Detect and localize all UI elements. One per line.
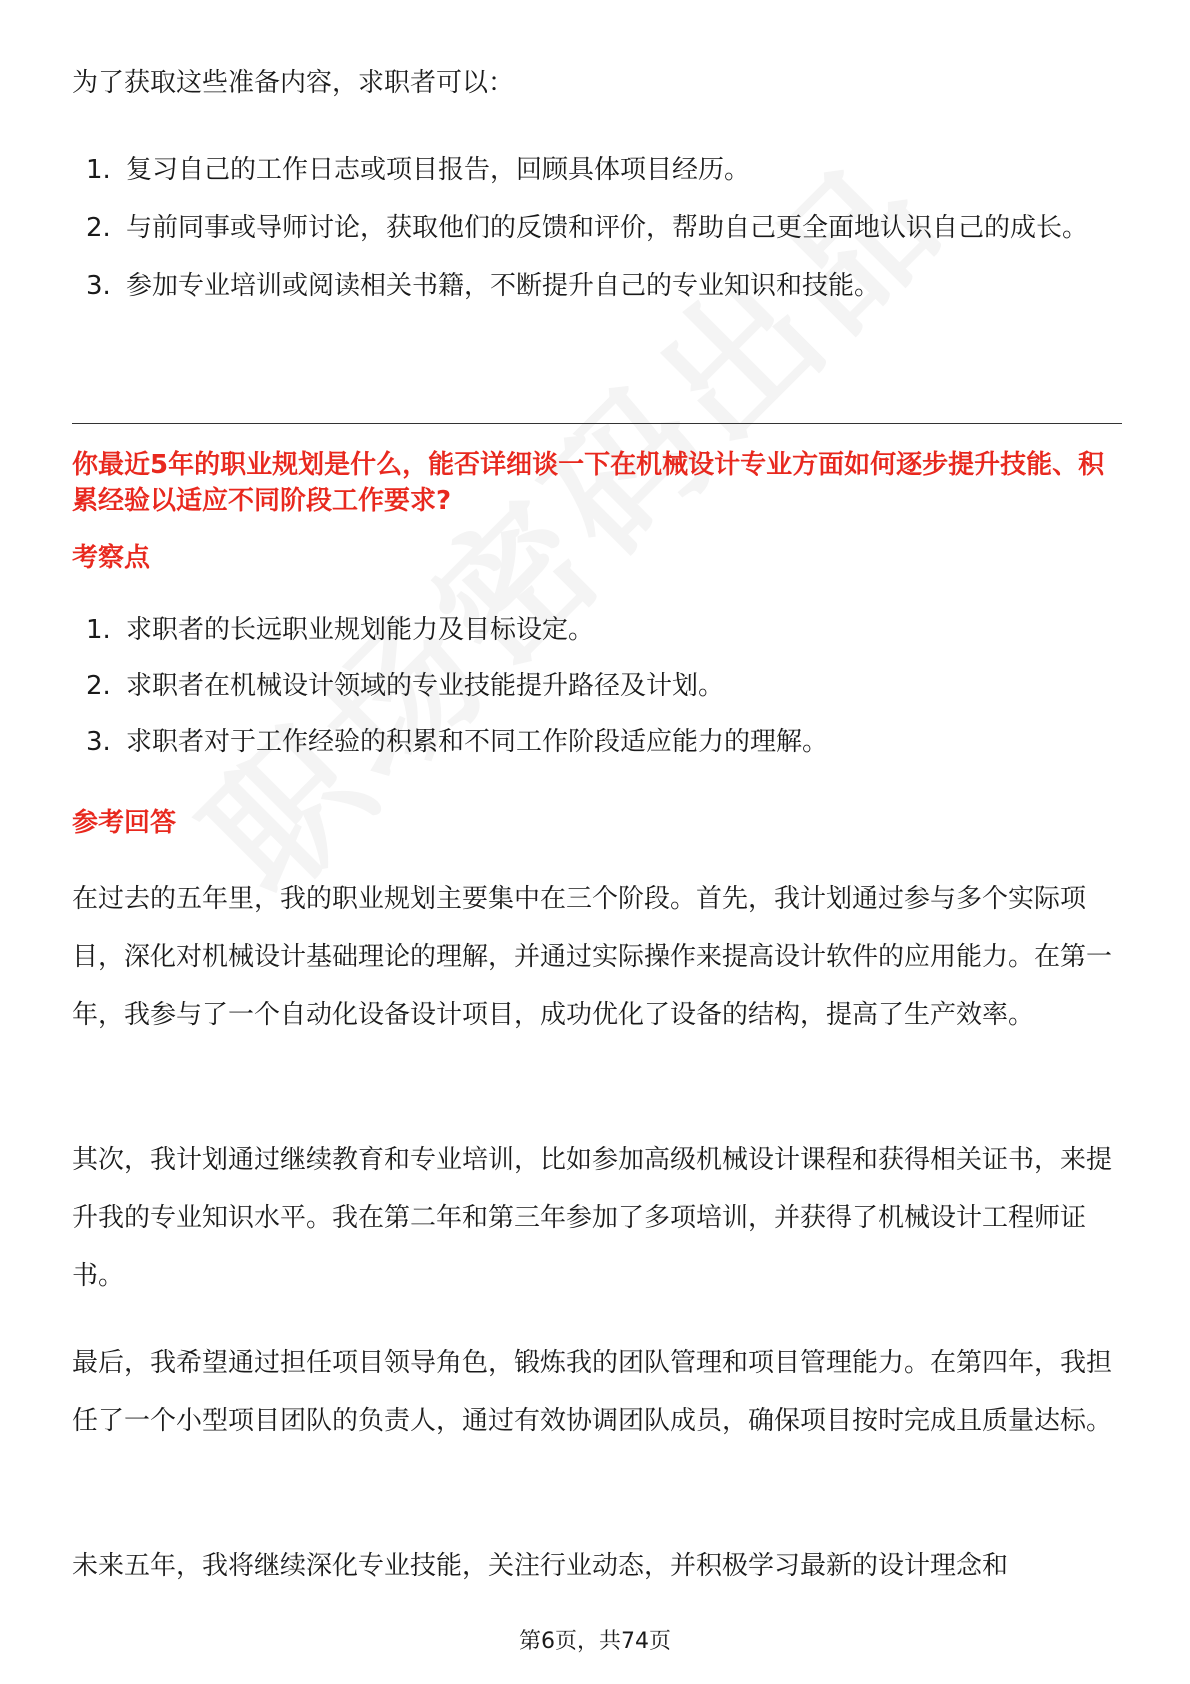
list-number: 3. xyxy=(86,271,111,301)
list-item xyxy=(72,141,1122,199)
list-text: 与前同事或导师讨论，获取他们的反馈和评价，帮助自己更全面地认识自己的成长。 xyxy=(126,213,1089,243)
answer-paragraph: 其次，我计划通过继续教育和专业培训，比如参加高级机械设计课程和获得相关证书，来提升我的专业知识水平。我在第二年和第三年参加了多项培训，并获得了机械设计工程师证书。 xyxy=(72,1145,1113,1291)
list-text: 求职者对于工作经验的积累和不同工作阶段适应能力的理解。 xyxy=(126,727,829,757)
section-divider xyxy=(72,423,1122,424)
list-item xyxy=(72,199,1122,257)
list-number: 2. xyxy=(86,213,111,243)
list-text: 求职者在机械设计领域的专业技能提升路径及计划。 xyxy=(126,671,725,701)
answer-paragraph: 最后，我希望通过担任项目领导角色，锻炼我的团队管理和项目管理能力。在第四年，我担任了一个小型项目团队的负责人，通过有效协调团队成员，确保项目按时完成且质量达标。 xyxy=(72,1348,1113,1436)
list-text: 参加专业培训或阅读相关书籍，不断提升自己的专业知识和技能。 xyxy=(126,271,881,301)
list-number: 3. xyxy=(86,727,111,757)
interview-question: 你最近5年的职业规划是什么，能否详细谈一下在机械设计专业方面如何逐步提升技能、积累经验以适应不同阶段工作要求? xyxy=(72,450,1105,516)
points-heading: 考察点 xyxy=(72,543,151,573)
points-list xyxy=(72,602,1122,770)
list-number: 1. xyxy=(86,155,111,185)
list-number: 2. xyxy=(86,671,111,701)
list-text: 求职者的长远职业规划能力及目标设定。 xyxy=(126,615,595,645)
list-item xyxy=(72,257,1122,315)
list-item xyxy=(72,658,1122,714)
prep-list xyxy=(72,141,1122,315)
page-number: 第6页，共74页 xyxy=(519,1629,671,1654)
intro-text: 为了获取这些准备内容，求职者可以： xyxy=(72,68,515,98)
list-number: 1. xyxy=(86,615,111,645)
answer-heading: 参考回答 xyxy=(72,808,177,838)
list-item xyxy=(72,714,1122,770)
list-text: 复习自己的工作日志或项目报告，回顾具体项目经历。 xyxy=(126,155,751,185)
answer-paragraph: 在过去的五年里，我的职业规划主要集中在三个阶段。首先，我计划通过参与多个实际项目，深化对机械设计基础理论的理解，并通过实际操作来提高设计软件的应用能力。在第一年，我参与了一个自动化设备设计项目，成功优化了设备的结构，提高了生产效率。 xyxy=(72,884,1113,1030)
answer-paragraph: 未来五年，我将继续深化专业技能，关注行业动态，并积极学习最新的设计理念和 xyxy=(72,1551,1009,1581)
list-item xyxy=(72,602,1122,658)
